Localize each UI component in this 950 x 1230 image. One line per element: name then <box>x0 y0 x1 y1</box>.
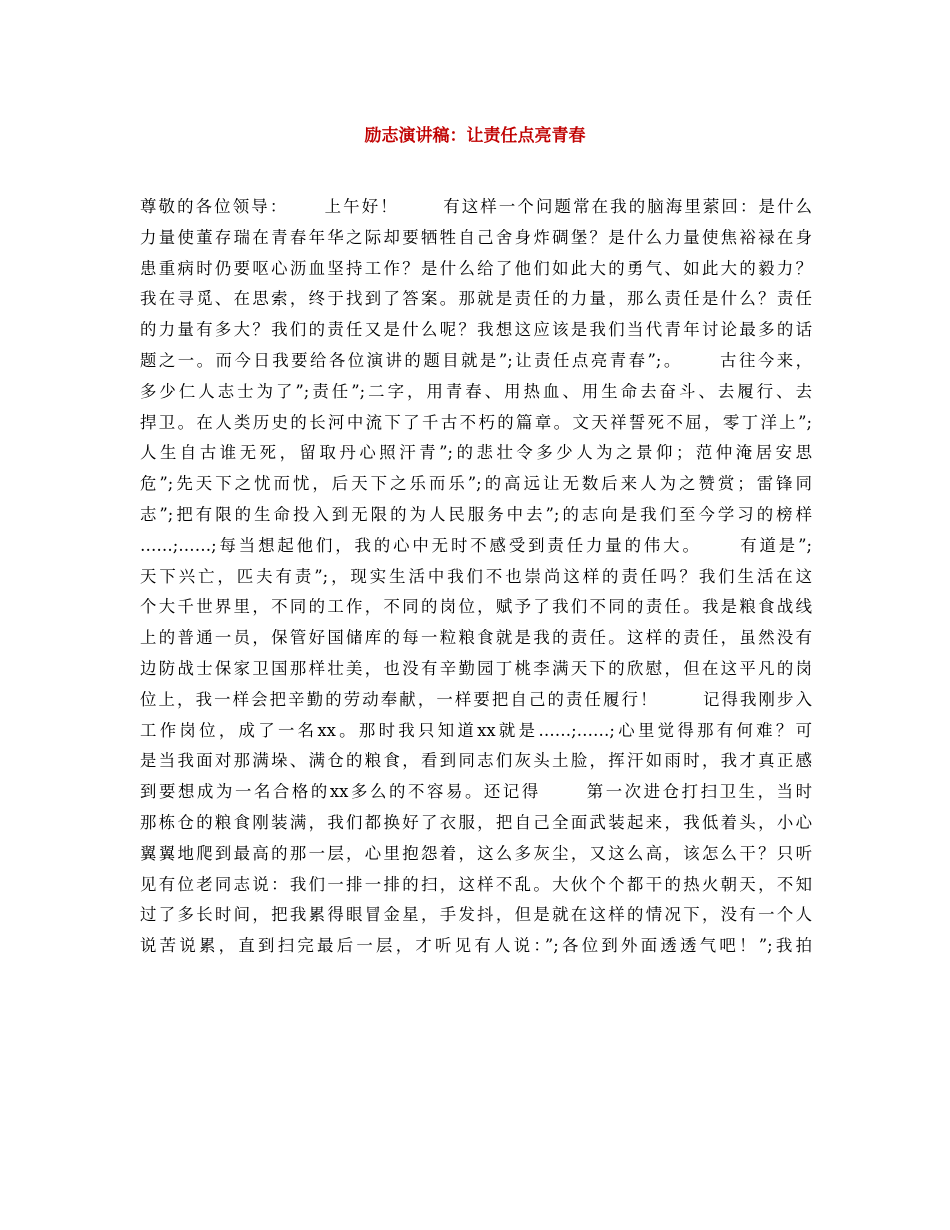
text-line: 力量使董存瑞在青春年华之际却要牺牲自己舍身炸碉堡？是什么力量使焦裕禄在身 <box>140 227 812 247</box>
text-line: 过了多长时间，把我累得眼冒金星，手发抖，但是就在这样的情况下，没有一个人 <box>140 905 812 925</box>
text-line: 志”;把有限的生命投入到无限的为人民服务中去”;的志向是我们至今学习的榜样 <box>140 504 812 524</box>
text-line: 工作岗位，成了一名xx。那时我只知道xx就是……;……;心里觉得那有何难？可 <box>140 720 812 740</box>
text-line: 题之一。而今日我要给各位演讲的题目就是”;让责任点亮青春”;。 古往今来， <box>140 350 812 370</box>
text-line: 位上，我一样会把辛勤的劳动奉献，一样要把自己的责任履行！ 记得我刚步入 <box>140 689 812 709</box>
text-line: 我在寻觅、在思索，终于找到了答案。那就是责任的力量，那么责任是什么？责任 <box>140 289 812 309</box>
text-line: 见有位老同志说：我们一排一排的扫，这样不乱。大伙个个都干的热火朝天，不知 <box>140 874 812 894</box>
text-line: ……;……;每当想起他们，我的心中无时不感受到责任力量的伟大。 有道是”; <box>140 535 812 555</box>
text-line: 个大千世界里，不同的工作，不同的岗位，赋予了我们不同的责任。我是粮食战线 <box>140 597 812 617</box>
text-line: 边防战士保家卫国那样壮美，也没有辛勤园丁桃李满天下的欣慰，但在这平凡的岗 <box>140 658 812 678</box>
text-line: 上的普通一员，保管好国储库的每一粒粮食就是我的责任。这样的责任，虽然没有 <box>140 628 812 648</box>
text-line: 是当我面对那满垛、满仓的粮食，看到同志们灰头土脸，挥汗如雨时，我才真正感 <box>140 751 812 771</box>
body-text <box>140 192 812 962</box>
page-title: 励志演讲稿：让责任点亮青春 <box>364 126 586 146</box>
text-line: 天下兴亡，匹夫有责”;，现实生活中我们不也崇尚这样的责任吗？我们生活在这 <box>140 566 812 586</box>
text-line: 说苦说累，直到扫完最后一层，才听见有人说：”;各位到外面透透气吧！”;我拍 <box>140 936 812 956</box>
text-line: 多少仁人志士为了”;责任”;二字，用青春、用热血、用生命去奋斗、去履行、去 <box>140 381 812 401</box>
text-line: 捍卫。在人类历史的长河中流下了千古不朽的篇章。文天祥誓死不屈，零丁洋上”; <box>140 412 812 432</box>
text-line: 那栋仓的粮食刚装满，我们都换好了衣服，把自己全面武装起来，我低着头，小心 <box>140 812 812 832</box>
text-line: 到要想成为一名合格的xx多么的不容易。还记得 第一次进仓打扫卫生，当时 <box>140 782 812 802</box>
text-line: 危”;先天下之忧而忧，后天下之乐而乐”;的高远让无数后来人为之赞赏；雷锋同 <box>140 474 812 494</box>
text-line: 的力量有多大？我们的责任又是什么呢？我想这应该是我们当代青年讨论最多的话 <box>140 320 812 340</box>
text-line: 患重病时仍要呕心沥血坚持工作？是什么给了他们如此大的勇气、如此大的毅力？ <box>140 258 812 278</box>
text-line: 人生自古谁无死，留取丹心照汗青”;的悲壮令多少人为之景仰；范仲淹居安思 <box>140 443 812 463</box>
text-line: 翼翼地爬到最高的那一层，心里抱怨着，这么多灰尘，又这么高，该怎么干？只听 <box>140 843 812 863</box>
text-line: 尊敬的各位领导： 上午好！ 有这样一个问题常在我的脑海里萦回：是什么 <box>140 197 812 216</box>
